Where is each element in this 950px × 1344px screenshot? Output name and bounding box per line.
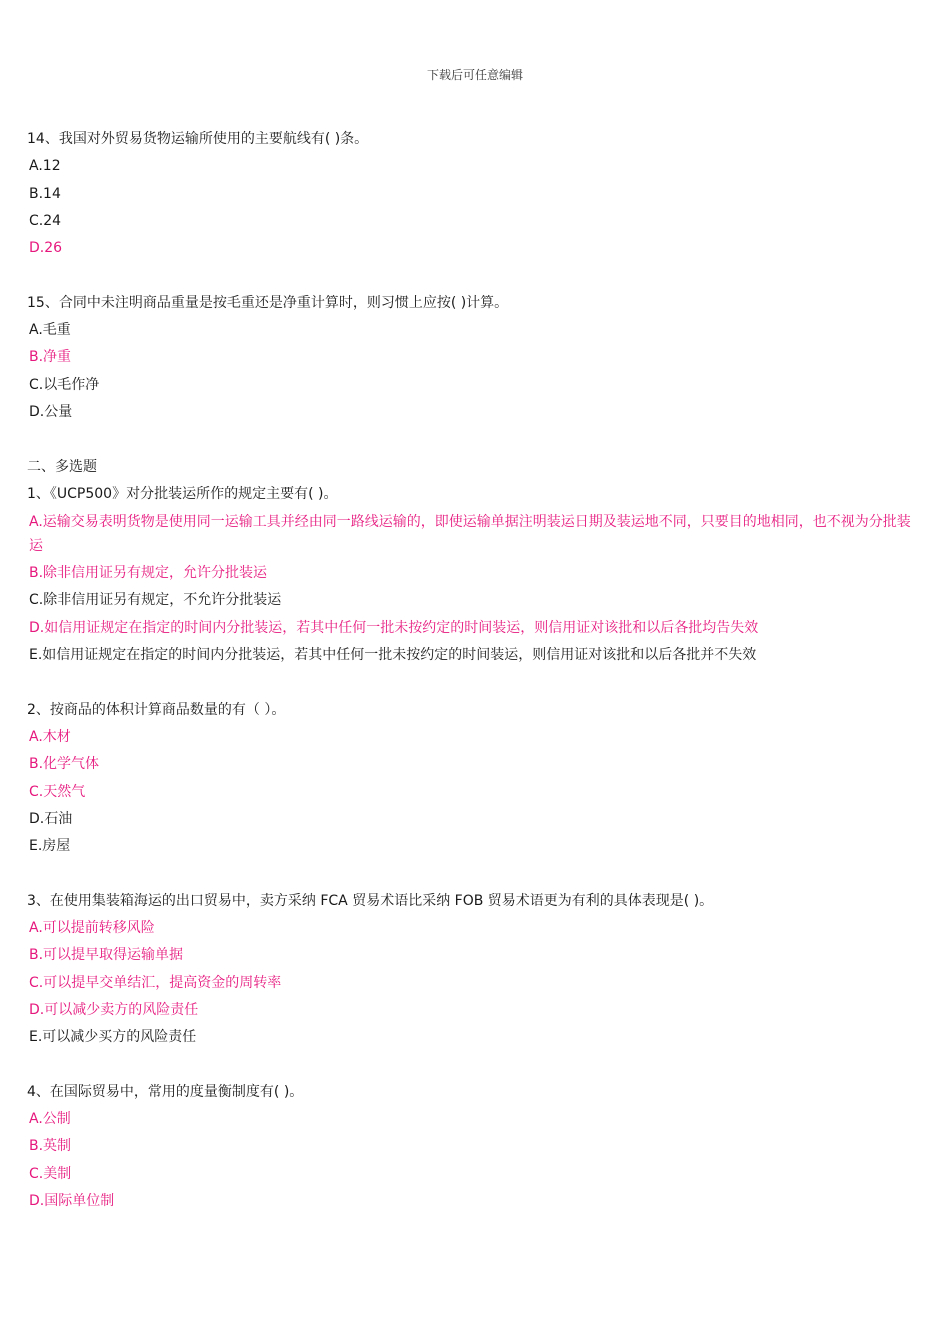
- option-b-correct: B.英制: [29, 1138, 72, 1155]
- multi-question-3: [27, 888, 923, 1052]
- document-body: [27, 126, 923, 1215]
- option-a-correct: A.可以提前转移风险: [29, 920, 155, 937]
- option-e: E.房屋: [29, 838, 71, 855]
- option-b: B.14: [29, 185, 61, 202]
- option-d-correct: D.26: [29, 240, 63, 257]
- option-b-correct: B.净重: [29, 349, 72, 366]
- page-header: 下载后可任意编辑: [426, 68, 523, 82]
- question-stem: 3、在使用集装箱海运的出口贸易中，卖方采纳 FCA 贸易术语比采纳 FOB 贸易术语更为有利的具体表现是( )。: [27, 892, 714, 909]
- spacer: [27, 426, 923, 453]
- option-c: C.24: [29, 212, 62, 229]
- option-d-correct: D.如信用证规定在指定的时间内分批装运，若其中任何一批未按约定的时间装运，则信用证对该批和以后各批均告失效: [29, 619, 759, 636]
- option-d: D.石油: [29, 810, 73, 827]
- option-c-correct: C.美制: [29, 1165, 72, 1182]
- question-stem: 14、我国对外贸易货物运输所使用的主要航线有( )条。: [27, 131, 369, 147]
- question-stem: 2、按商品的体积计算商品数量的有（ ）。: [27, 701, 286, 718]
- spacer: [27, 669, 923, 696]
- option-a: A.12: [29, 158, 61, 175]
- spacer: [27, 262, 923, 289]
- question-15: [27, 290, 923, 426]
- option-c-correct: C.天然气: [29, 783, 86, 800]
- question-stem: 15、合同中未注明商品重量是按毛重还是净重计算时，则习惯上应按( )计算。: [27, 294, 509, 311]
- multi-question-4: [27, 1079, 923, 1215]
- option-d-correct: D.可以减少卖方的风险责任: [29, 1001, 199, 1018]
- option-c: C.以毛作净: [29, 376, 100, 393]
- option-a-correct: A.公制: [29, 1111, 71, 1128]
- option-b-correct: B.化学气体: [29, 756, 100, 773]
- multi-question-2: [27, 697, 923, 861]
- option-c-correct: C.可以提早交单结汇，提高资金的周转率: [29, 974, 282, 991]
- multi-question-1: [27, 481, 923, 669]
- option-b-correct: B.可以提早取得运输单据: [29, 947, 184, 964]
- option-b-correct: B.除非信用证另有规定，允许分批装运: [29, 565, 268, 582]
- question-14: [27, 126, 923, 262]
- question-stem: 4、在国际贸易中，常用的度量衡制度有( )。: [27, 1083, 304, 1100]
- spacer: [27, 1052, 923, 1079]
- question-stem: 1、《UCP500》对分批装运所作的规定主要有( )。: [27, 485, 338, 502]
- option-a-correct: A.运输交易表明货物是使用同一运输工具并经由同一路线运输的，即使运输单据注明装运日期及装运地不同，只要目的地相同，也不视为分批装运: [29, 514, 911, 555]
- option-e: E.如信用证规定在指定的时间内分批装运，若其中任何一批未按约定的时间装运，则信用证对该批和以后各批并不失效: [29, 647, 757, 664]
- option-e: E.可以减少买方的风险责任: [29, 1029, 197, 1046]
- option-a-correct: A.木材: [29, 728, 71, 745]
- spacer: [27, 860, 923, 887]
- option-d-correct: D.国际单位制: [29, 1192, 115, 1209]
- section-title: 二、多选题: [27, 458, 97, 475]
- option-c: C.除非信用证另有规定，不允许分批装运: [29, 592, 282, 609]
- option-d: D.公量: [29, 403, 73, 420]
- option-a: A.毛重: [29, 322, 71, 339]
